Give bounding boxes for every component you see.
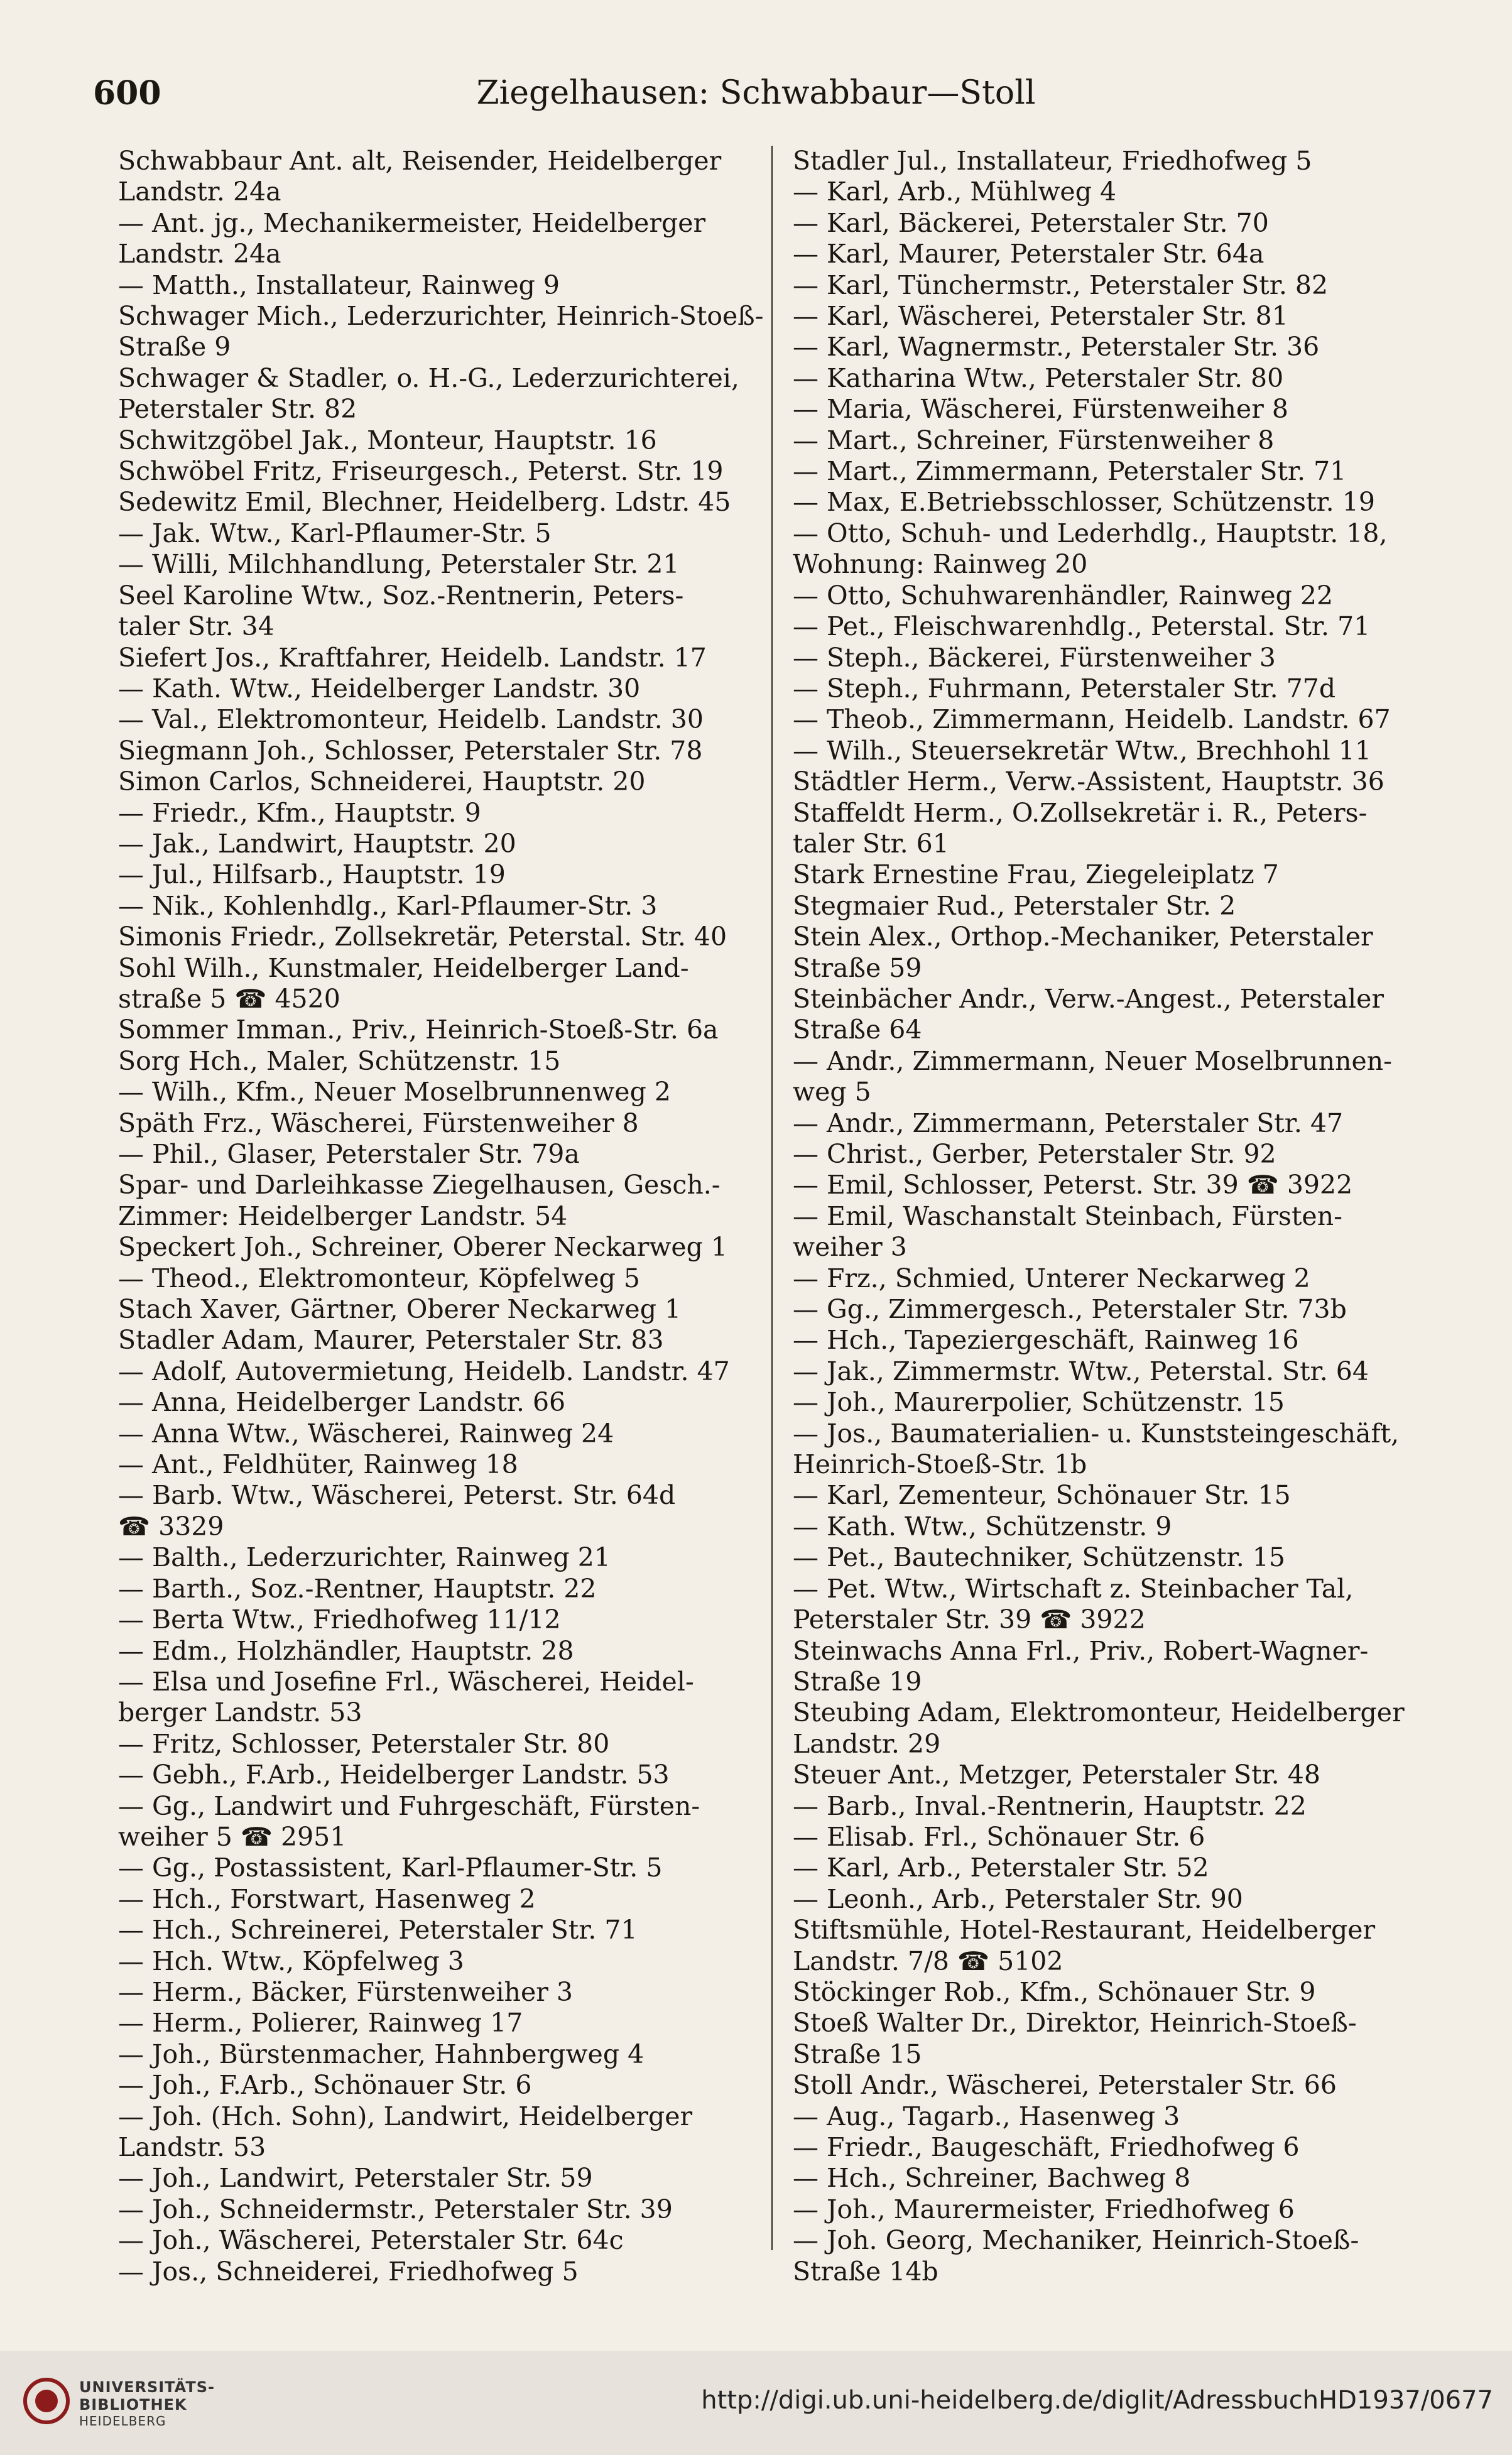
directory-entry-line: Stein Alex., Orthop.-Mechaniker, Peterstaler [793, 922, 1373, 952]
directory-entry-line: Stoeß Walter Dr., Direktor, Heinrich-Stoeß- [793, 2008, 1357, 2039]
directory-entry-line: Spar- und Darleihkasse Ziegelhausen, Gesch.- [118, 1170, 721, 1200]
directory-entry-line: Steuer Ant., Metzger, Peterstaler Str. 48 [793, 1760, 1320, 1790]
directory-entry-line: — Karl, Arb., Peterstaler Str. 52 [793, 1853, 1209, 1883]
directory-entry-line: Landstr. 53 [118, 2132, 266, 2162]
directory-entry-line: berger Landstr. 53 [118, 1697, 362, 1728]
directory-entry-line: — Anna Wtw., Wäscherei, Rainweg 24 [118, 1418, 614, 1449]
directory-entry-line: — Jos., Baumaterialien- u. Kunststeingeschäft, [793, 1418, 1400, 1449]
directory-entry-line: Stoll Andr., Wäscherei, Peterstaler Str. 66 [793, 2070, 1337, 2101]
directory-entry-line: — Fritz, Schlosser, Peterstaler Str. 80 [118, 1728, 610, 1759]
directory-entry-line: — Hch., Schreiner, Bachweg 8 [793, 2163, 1191, 2194]
directory-entry-line: Landstr. 29 [793, 1728, 941, 1759]
directory-entry-line: — Gg., Postassistent, Karl-Pflaumer-Str. 5 [118, 1853, 663, 1883]
directory-entry-line: — Andr., Zimmermann, Peterstaler Str. 47 [793, 1108, 1344, 1138]
footer-bar [0, 2351, 1512, 2455]
directory-entry-line: — Gg., Landwirt und Fuhrgeschäft, Fürsten- [118, 1790, 700, 1821]
directory-entry-line: — Adolf, Autovermietung, Heidelb. Landstr. 47 [118, 1356, 730, 1386]
directory-entry-line: Stöckinger Rob., Kfm., Schönauer Str. 9 [793, 1976, 1316, 2007]
directory-entry-line: Straße 9 [118, 332, 231, 362]
directory-entry-line: Simon Carlos, Schneiderei, Hauptstr. 20 [118, 766, 646, 797]
directory-entry-line: Stadler Adam, Maurer, Peterstaler Str. 83 [118, 1325, 664, 1356]
directory-entry-line: — Joh., Maurerpolier, Schützenstr. 15 [793, 1387, 1285, 1418]
directory-entry-line: — Friedr., Kfm., Hauptstr. 9 [118, 797, 481, 828]
directory-entry-line: — Steph., Fuhrmann, Peterstaler Str. 77d [793, 673, 1336, 704]
directory-entry-line: — Pet., Bautechniker, Schützenstr. 15 [793, 1542, 1285, 1573]
directory-entry-line: — Barth., Soz.-Rentner, Hauptstr. 22 [118, 1573, 597, 1604]
directory-entry-line: — Christ., Gerber, Peterstaler Str. 92 [793, 1139, 1276, 1169]
directory-entry-line: Landstr. 24a [118, 239, 281, 269]
directory-entry-line: Seel Karoline Wtw., Soz.-Rentnerin, Peters- [118, 580, 684, 611]
directory-entry-line: — Andr., Zimmermann, Neuer Moselbrunnen- [793, 1045, 1393, 1076]
library-name-line1: UNIVERSITÄTS- [79, 2378, 215, 2396]
directory-entry-line: — Ant. jg., Mechanikermeister, Heidelberger [118, 207, 706, 238]
directory-entry-line: — Phil., Glaser, Peterstaler Str. 79a [118, 1139, 580, 1169]
directory-entry-line: — Steph., Bäckerei, Fürstenweiher 3 [793, 642, 1276, 673]
directory-entry-line: — Hch., Schreinerei, Peterstaler Str. 71 [118, 1915, 638, 1946]
directory-entry-line: Simonis Friedr., Zollsekretär, Peterstal. Str. 40 [118, 922, 727, 952]
directory-entry-line: — Pet., Fleischwarenhdlg., Peterstal. Str. 71 [793, 611, 1371, 642]
directory-entry-line: — Aug., Tagarb., Hasenweg 3 [793, 2101, 1180, 2131]
directory-entry-line: Steubing Adam, Elektromonteur, Heidelberger [793, 1697, 1405, 1728]
directory-entry-line: — Karl, Arb., Mühlweg 4 [793, 177, 1117, 207]
directory-entry-line: Städtler Herm., Verw.-Assistent, Hauptstr. 36 [793, 766, 1384, 797]
directory-entry-line: — Kath. Wtw., Schützenstr. 9 [793, 1511, 1172, 1542]
directory-entry-line: Siegmann Joh., Schlosser, Peterstaler Str. 78 [118, 735, 703, 766]
library-name-line3: HEIDELBERG [79, 2414, 166, 2429]
directory-entry-line: — Karl, Wäscherei, Peterstaler Str. 81 [793, 301, 1288, 332]
directory-entry-line: taler Str. 61 [793, 828, 949, 859]
directory-entry-line: — Barb. Wtw., Wäscherei, Peterst. Str. 64d [118, 1480, 676, 1511]
directory-entry-line: — Frz., Schmied, Unterer Neckarweg 2 [793, 1263, 1310, 1293]
directory-entry-line: — Katharina Wtw., Peterstaler Str. 80 [793, 362, 1284, 393]
directory-entry-line: — Mart., Schreiner, Fürstenweiher 8 [793, 425, 1275, 455]
directory-entry-line: Siefert Jos., Kraftfahrer, Heidelb. Landstr. 17 [118, 642, 707, 673]
page-number: 600 [93, 74, 161, 112]
directory-entry-line: — Theob., Zimmermann, Heidelb. Landstr. 67 [793, 704, 1391, 735]
directory-entry-line: — Jak. Wtw., Karl-Pflaumer-Str. 5 [118, 518, 552, 548]
directory-entry-line: — Willi, Milchhandlung, Peterstaler Str. 21 [118, 549, 680, 580]
source-url-link[interactable]: http://digi.ub.uni-heidelberg.de/diglit/AdressbuchHD1937/0677 [701, 2386, 1493, 2415]
directory-entry-line: — Maria, Wäscherei, Fürstenweiher 8 [793, 394, 1288, 425]
directory-entry-line: Wohnung: Rainweg 20 [793, 549, 1088, 580]
directory-entry-line: — Ant., Feldhüter, Rainweg 18 [118, 1449, 518, 1480]
directory-entry-line: — Jul., Hilfsarb., Hauptstr. 19 [118, 859, 506, 890]
directory-entry-line: — Theod., Elektromonteur, Köpfelweg 5 [118, 1263, 640, 1293]
directory-entry-line: — Joh. (Hch. Sohn), Landwirt, Heidelberger [118, 2101, 693, 2131]
directory-entry-line: Straße 59 [793, 952, 922, 983]
directory-entry-line: — Joh., Wäscherei, Peterstaler Str. 64c [118, 2225, 624, 2256]
directory-entry-line: Stegmaier Rud., Peterstaler Str. 2 [793, 890, 1236, 921]
directory-entry-line: Stadler Jul., Installateur, Friedhofweg 5 [793, 146, 1312, 176]
directory-entry-line: — Jak., Landwirt, Hauptstr. 20 [118, 828, 516, 859]
directory-entry-line: Schwager Mich., Lederzurichter, Heinrich-Stoeß- [118, 301, 764, 332]
directory-entry-line: — Karl, Zementeur, Schönauer Str. 15 [793, 1480, 1291, 1511]
directory-entry-line: Steinwachs Anna Frl., Priv., Robert-Wagner- [793, 1635, 1369, 1666]
directory-entry-line: — Hch., Forstwart, Hasenweg 2 [118, 1883, 536, 1914]
directory-entry-line: — Kath. Wtw., Heidelberger Landstr. 30 [118, 673, 641, 704]
directory-entry-line: Peterstaler Str. 39 ☎ 3922 [793, 1604, 1146, 1635]
directory-entry-line: — Herm., Polierer, Rainweg 17 [118, 2008, 523, 2039]
directory-entry-line: Sedewitz Emil, Blechner, Heidelberg. Ldstr. 45 [118, 487, 731, 518]
directory-entry-line: weiher 3 [793, 1232, 907, 1263]
directory-entry-line: Staffeldt Herm., O.Zollsekretär i. R., Peters- [793, 797, 1368, 828]
directory-entry-line: — Anna, Heidelberger Landstr. 66 [118, 1387, 566, 1418]
directory-entry-line: — Hch. Wtw., Köpfelweg 3 [118, 1946, 464, 1976]
directory-entry-line: — Edm., Holzhändler, Hauptstr. 28 [118, 1635, 574, 1666]
directory-entry-line: — Berta Wtw., Friedhofweg 11/12 [118, 1604, 561, 1635]
directory-entry-line: Sohl Wilh., Kunstmaler, Heidelberger Land- [118, 952, 689, 983]
directory-entry-line: Stark Ernestine Frau, Ziegeleiplatz 7 [793, 859, 1279, 890]
directory-entry-line: Speckert Joh., Schreiner, Oberer Neckarweg 1 [118, 1232, 727, 1263]
directory-entry-line: — Jak., Zimmermstr. Wtw., Peterstal. Str. 64 [793, 1356, 1369, 1386]
directory-entry-line: — Karl, Wagnermstr., Peterstaler Str. 36 [793, 332, 1320, 362]
directory-entry-line: — Gg., Zimmergesch., Peterstaler Str. 73b [793, 1294, 1347, 1325]
directory-entry-line: Schwabbaur Ant. alt, Reisender, Heidelberger [118, 146, 722, 176]
directory-entry-line: — Herm., Bäcker, Fürstenweiher 3 [118, 1976, 573, 2007]
directory-entry-line: Straße 19 [793, 1666, 922, 1697]
directory-entry-line: — Emil, Schlosser, Peterst. Str. 39 ☎ 3922 [793, 1170, 1353, 1200]
library-name-line2: BIBLIOTHEK [79, 2396, 187, 2414]
directory-entry-line: Landstr. 24a [118, 177, 281, 207]
directory-entry-line: — Jos., Schneiderei, Friedhofweg 5 [118, 2256, 579, 2287]
directory-entry-line: — Matth., Installateur, Rainweg 9 [118, 269, 560, 300]
directory-entry-line: Straße 15 [793, 2039, 922, 2069]
directory-entry-line: — Karl, Bäckerei, Peterstaler Str. 70 [793, 207, 1269, 238]
directory-entry-line: — Gebh., F.Arb., Heidelberger Landstr. 53 [118, 1760, 670, 1790]
directory-entry-line: — Wilh., Steuersekretär Wtw., Brechhohl 11 [793, 735, 1371, 766]
directory-entry-line: — Otto, Schuhwarenhändler, Rainweg 22 [793, 580, 1334, 611]
directory-entry-line: — Wilh., Kfm., Neuer Moselbrunnenweg 2 [118, 1077, 671, 1108]
running-head: Ziegelhausen: Schwabbaur—Stoll [476, 74, 1036, 112]
library-logo-icon [21, 2376, 72, 2426]
directory-entry-line: — Joh., Landwirt, Peterstaler Str. 59 [118, 2163, 593, 2194]
directory-entry-line: — Karl, Tünchermstr., Peterstaler Str. 82 [793, 269, 1329, 300]
directory-entry-line: — Max, E.Betriebsschlosser, Schützenstr. 19 [793, 487, 1375, 518]
directory-entry-line: — Barb., Inval.-Rentnerin, Hauptstr. 22 [793, 1790, 1307, 1821]
directory-entry-line: Zimmer: Heidelberger Landstr. 54 [118, 1200, 568, 1231]
directory-entry-line: ☎ 3329 [118, 1511, 224, 1542]
right-column [793, 146, 1421, 2287]
directory-entry-line: weiher 5 ☎ 2951 [118, 1821, 347, 1852]
directory-entry-line: Straße 14b [793, 2256, 938, 2287]
directory-entry-line: — Leonh., Arb., Peterstaler Str. 90 [793, 1883, 1243, 1914]
directory-entry-line: Sommer Imman., Priv., Heinrich-Stoeß-Str. 6a [118, 1015, 719, 1045]
directory-entry-line: — Elsa und Josefine Frl., Wäscherei, Heidel- [118, 1666, 694, 1697]
directory-entry-line: Landstr. 7/8 ☎ 5102 [793, 1946, 1063, 1976]
directory-entry-line: Stiftsmühle, Hotel-Restaurant, Heidelberger [793, 1915, 1376, 1946]
directory-entry-line: — Elisab. Frl., Schönauer Str. 6 [793, 1821, 1205, 1852]
directory-entry-line: — Hch., Tapeziergeschäft, Rainweg 16 [793, 1325, 1299, 1356]
directory-entry-line: — Joh., Bürstenmacher, Hahnbergweg 4 [118, 2039, 645, 2069]
directory-entry-line: — Emil, Waschanstalt Steinbach, Fürsten- [793, 1200, 1342, 1231]
directory-entry-line: — Friedr., Baugeschäft, Friedhofweg 6 [793, 2132, 1300, 2162]
directory-entry-line: — Balth., Lederzurichter, Rainweg 21 [118, 1542, 611, 1573]
directory-entry-line: straße 5 ☎ 4520 [118, 983, 340, 1014]
directory-entry-line: Steinbächer Andr., Verw.-Angest., Peterstaler [793, 983, 1384, 1014]
directory-entry-line: weg 5 [793, 1077, 871, 1108]
directory-entry-line: — Joh. Georg, Mechaniker, Heinrich-Stoeß- [793, 2225, 1359, 2256]
column-divider [771, 146, 773, 2250]
directory-entry-line: — Mart., Zimmermann, Peterstaler Str. 71 [793, 456, 1347, 487]
directory-entry-line: Späth Frz., Wäscherei, Fürstenweiher 8 [118, 1108, 639, 1138]
directory-entry-line: Sorg Hch., Maler, Schützenstr. 15 [118, 1045, 561, 1076]
directory-entry-line: — Otto, Schuh- und Lederhdlg., Hauptstr. 18, [793, 518, 1388, 548]
directory-entry-line: Schwöbel Fritz, Friseurgesch., Peterst. Str. 19 [118, 456, 724, 487]
directory-entry-line: Heinrich-Stoeß-Str. 1b [793, 1449, 1087, 1480]
directory-entry-line: — Nik., Kohlenhdlg., Karl-Pflaumer-Str. 3 [118, 890, 658, 921]
directory-entry-line: — Karl, Maurer, Peterstaler Str. 64a [793, 239, 1265, 269]
directory-entry-line: Schwitzgöbel Jak., Monteur, Hauptstr. 16 [118, 425, 657, 455]
directory-entry-line: Straße 64 [793, 1015, 922, 1045]
directory-entry-line: — Joh., Maurermeister, Friedhofweg 6 [793, 2194, 1295, 2224]
directory-entry-line: Stach Xaver, Gärtner, Oberer Neckarweg 1 [118, 1294, 682, 1325]
directory-entry-line: — Val., Elektromonteur, Heidelb. Landstr. 30 [118, 704, 704, 735]
directory-entry-line: taler Str. 34 [118, 611, 275, 642]
directory-entry-line: — Joh., Schneidermstr., Peterstaler Str. 39 [118, 2194, 673, 2224]
directory-entry-line: — Pet. Wtw., Wirtschaft z. Steinbacher Tal, [793, 1573, 1354, 1604]
left-column [118, 146, 764, 2287]
directory-entry-line: Peterstaler Str. 82 [118, 394, 357, 425]
directory-entry-line: Schwager & Stadler, o. H.-G., Lederzurichterei, [118, 362, 739, 393]
directory-entry-line: — Joh., F.Arb., Schönauer Str. 6 [118, 2070, 532, 2101]
